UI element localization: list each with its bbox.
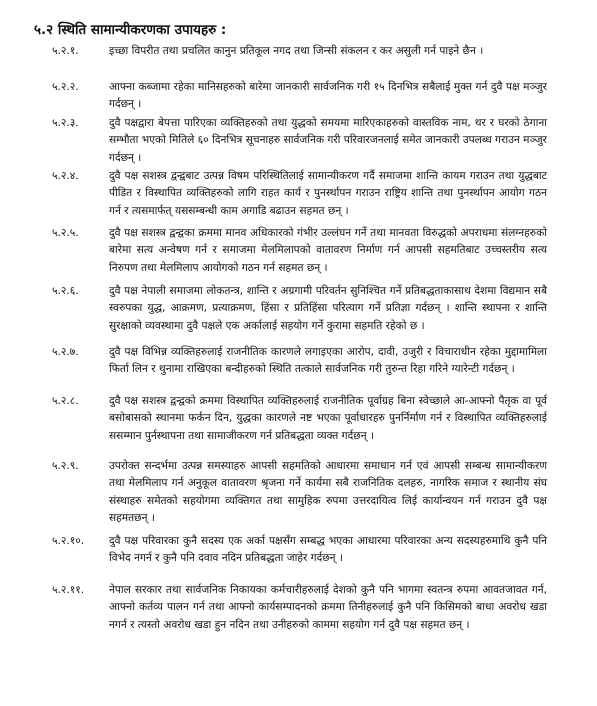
clause-number: ५.२.८.	[52, 395, 79, 407]
clause-number: ५.२.४.	[52, 170, 79, 182]
clause-text: आफ्ना कब्जामा रहेका मानिसहरुको बारेमा जानकारी सार्वजनिक गरी १५ दिनभित्र सबैलाई मुक्त गर्न दुवै पक्ष मञ्जुर गर्दछन् ।	[109, 81, 547, 111]
clause-number: ५.२.२.	[52, 81, 79, 93]
clause-text: उपरोक्त सन्दर्भमा उत्पन्न समस्याहरु आपसी सहमतिको आधारमा समाधान गर्न एवं आपसी सम्बन्ध सामान्यीकरण तथा मेलमिलाप गर्न अनुकूल वातावरण श्रृजना गर्ने कार्यमा सबै राजनितिक दलहरु, नागरिक समाज र स्थानीय संघ संस्थाहरु समेतको सहयोगमा व्यक्तिगत तथा सामुहिक रुपमा उत्तरदायित्व लिई कार्यान्वयन गर्न गराउन दुवै पक्ष सहमतछन् ।	[109, 460, 547, 524]
clause-text: दुवै पक्ष सशस्त्र द्वन्द्वको क्रममा विस्थापित व्यक्तिहरुलाई राजनीतिक पूर्वाग्रह बिना स्वेच्छाले आ-आफ्नो पैतृक वा पूर्व बसोबासको स्थानमा फर्कन दिन, युद्धका कारणले नष्ट भएका पूर्वाधारहरु पुनर्निर्माण गर्न र विस्थापित व्यक्तिहरुलाई ससम्मान पुर्नस्थापना तथा सामाजीकरण गर्न प्रतिबद्धता व्यक्त गर्दछन् ।	[109, 395, 547, 442]
clause-number: ५.२.५.	[52, 227, 79, 239]
clause-number: ५.२.१.	[52, 45, 79, 57]
clause-number: ५.२.१०.	[52, 535, 85, 547]
clause-text: दुवै पक्षद्वारा बेपत्ता पारिएका व्यक्तिहरुको तथा युद्धको समयमा मारिएकाहरुको वास्तविक नाम, थर र घरको ठेगाना सम्भौता भएको मितिले ६० दिनभित्र सूचनाहरु सार्वजनिक गरी परिवारजनलाई समेत जानकारी उपलब्ध गराउन मञ्जुर गर्दछन् ।	[109, 117, 547, 164]
clause-text: दुवै पक्ष सशस्त्र द्वन्द्वबाट उत्पन्न विषम परिस्थितिलाई सामान्यीकरण गर्दै समाजमा शान्ति कायम गराउन तथा युद्धबाट पीडित र विस्थापित व्यक्तिहरुको लागि राहत कार्य र पुनर्स्थापन गराउन राष्ट्रिय शान्ति तथा पुनर्स्थापन आयोग गठन गर्न र त्यसमार्फत् यससम्बन्धी काम अगाडि बढाउन सहमत छन् ।	[109, 170, 547, 217]
clause-number: ५.२.७.	[52, 346, 79, 358]
clause-text: नेपाल सरकार तथा सार्वजनिक निकायका कर्मचारीहरुलाई देशको कुनै पनि भागमा स्वतन्त्र रुपमा आवतजावत गर्न, आफ्नो कर्तव्य पालन गर्न तथा आफ्नो कार्यसम्पादनको क्रममा तिनीहरुलाई कुनै पनि किसिमको बाधा अवरोध खडा नगर्न र त्यस्तो अवरोध खडा हुन नदिन तथा उनीहरुको काममा सहयोग गर्न दुवै पक्ष सहमत छन् ।	[109, 584, 547, 631]
clause-number: ५.२.९.	[52, 460, 79, 472]
clause-number: ५.२.११.	[52, 584, 85, 596]
section-heading: ५.२ स्थिति सामान्यीकरणका उपायहरु :	[34, 22, 227, 38]
clause-number: ५.२.३.	[52, 117, 79, 129]
clause-text: दुवै पक्ष विभिन्न व्यक्तिहरुलाई राजनीतिक कारणले लगाइएका आरोप, दावी, उजुरी र विचाराधीन रहेका मुद्दामामिला फिर्ता लिन र थुनामा राखिएका बन्दीहरुको स्थिति तत्काले सार्वजनिक गरी तुरुन्त रिहा गरिने ग्यारेन्टी गर्दछन् ।	[109, 346, 547, 376]
clause-number: ५.२.६.	[52, 285, 79, 297]
clause-text: दुवै पक्ष सशस्त्र द्वन्द्वका क्रममा मानव अधिकारको गंभीर उल्लंघन गर्ने तथा मानवता विरुद्धको अपराधमा संलग्नहरुको बारेमा सत्य अन्वेषण गर्न र समाजमा मेलमिलापको वातावरण निर्माण गर्न आपसी सहमतिबाट उच्चस्तरीय सत्य निरुपण तथा मेलमिलाप आयोगको गठन गर्न सहमत छन् ।	[109, 227, 547, 274]
clause-text: दुवै पक्ष नेपाली समाजमा लोकतन्त्र, शान्ति र अग्रगामी परिवर्तन सुनिश्चित गर्ने प्रतिबद्धताकासाथ देशमा विद्यमान सबै स्वरुपका युद्ध, आक्रमण, प्रत्याक्रमण, हिंसा र प्रतिहिंसा परित्याग गर्ने प्रतिज्ञा गर्दछन् । शान्ति स्थापना र शान्ति सुरक्षाको व्यवस्थामा दुवै पक्षले एक अर्कालाई सहयोग गर्ने कुरामा सहमति रहेको छ ।	[109, 285, 547, 332]
clause-text: दुवै पक्ष परिवारका कुनै सदस्य एक अर्का पक्षसँग सम्बद्ध भएका आधारमा परिवारका अन्य सदस्यहरुमाथि कुनै पनि विभेद नगर्न र कुनै पनि दवाव नदिन प्रतिबद्धता जाहेर गर्दछन् ।	[109, 535, 547, 565]
clause-text: इच्छा विपरीत तथा प्रचलित कानुन प्रतिकूल नगद तथा जिन्सी संकलन र कर असुली गर्न पाइने छैन ।	[109, 45, 484, 57]
